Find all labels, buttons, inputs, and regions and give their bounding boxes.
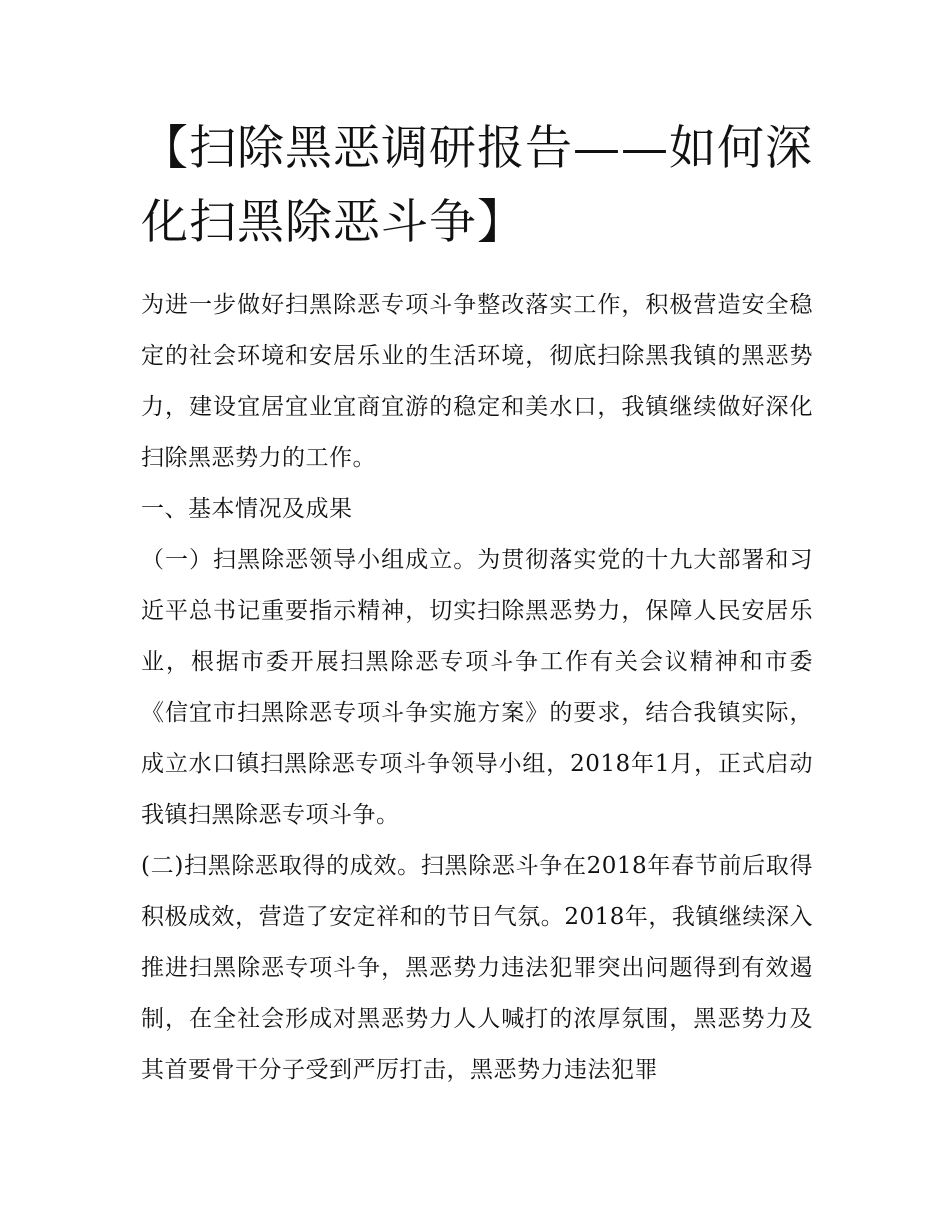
paragraph-achievements: (二)扫黑除恶取得的成效。扫黑除恶斗争在2018年春节前后取得积极成效，营造了安定祥和的节日气氛。2018年，我镇继续深入推进扫黑除恶专项斗争，黑恶势力违法犯罪突出问题得到有效遏制，在全社会形成对黑恶势力人人喊打的浓厚氛围，黑恶势力及其首要骨干分子受到严厉打击，黑恶势力违法犯罪 <box>141 853 813 1083</box>
paragraph-leading-group: （一）扫黑除恶领导小组成立。为贯彻落实党的十九大部署和习近平总书记重要指示精神，切实扫除黑恶势力，保障人民安居乐业，根据市委开展扫黑除恶专项斗争工作有关会议精神和市委《信宜市扫黑除恶专项斗争实施方案》的要求，结合我镇实际，成立水口镇扫黑除恶专项斗争领导小组，2018年1月，正式启动我镇扫黑除恶专项斗争。 <box>141 547 813 828</box>
intro-paragraph: 为进一步做好扫黑除恶专项斗争整改落实工作，积极营造安全稳定的社会环境和安居乐业的生活环境，彻底扫除黑我镇的黑恶势力，建设宜居宜业宜商宜游的稳定和美水口，我镇继续做好深化扫除黑恶势力的工作。 <box>141 292 813 471</box>
document-body <box>141 112 813 1096</box>
section-heading-basic-situation: 一、基本情况及成果 <box>141 496 353 522</box>
document-title: 【扫除黑恶调研报告——如何深化扫黑除恶斗争】 <box>141 121 813 250</box>
